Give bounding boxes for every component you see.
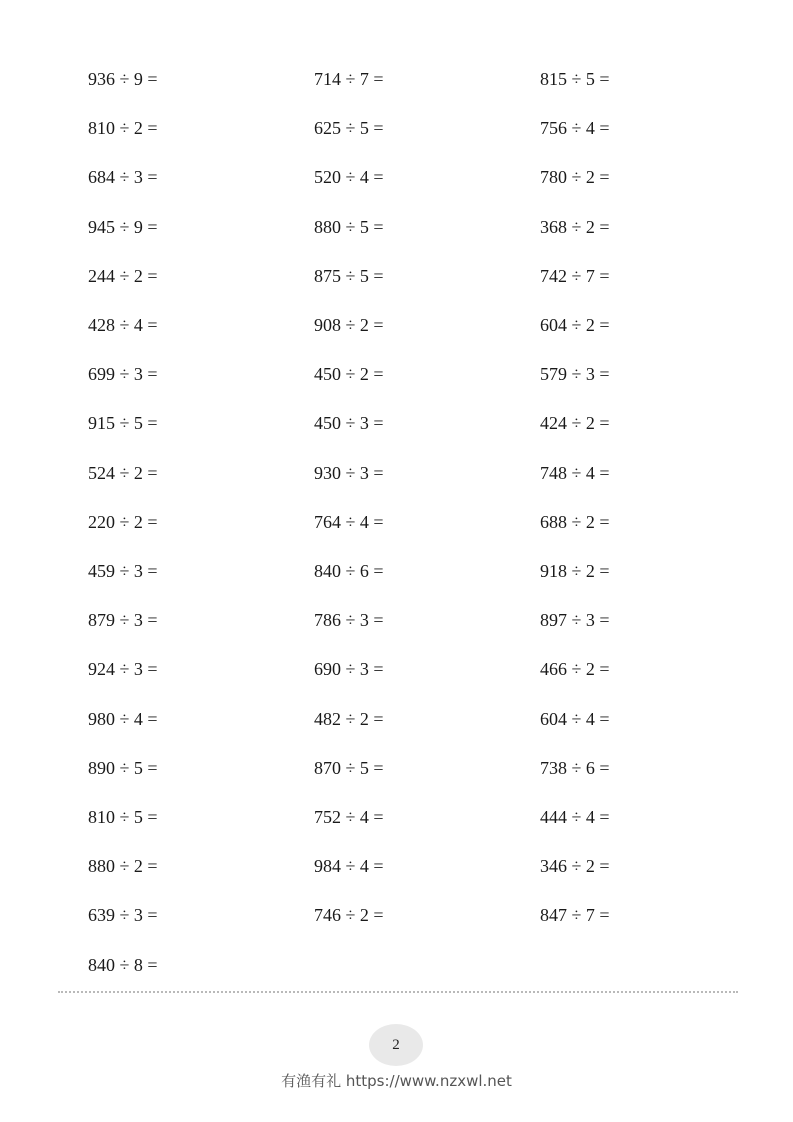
division-problem: 625 ÷ 5 = <box>314 118 384 139</box>
division-problem: 604 ÷ 2 = <box>540 315 610 335</box>
division-problem: 880 ÷ 2 = <box>88 856 158 877</box>
division-problem: 945 ÷ 9 = <box>88 216 158 237</box>
division-problem: 466 ÷ 2 = <box>540 659 610 680</box>
division-problem: 738 ÷ 6 = <box>540 757 610 778</box>
division-problem: 220 ÷ 2 = <box>88 511 158 532</box>
footer-site-text: 有渔有礼 https://www.nzxwl.net <box>281 1072 512 1090</box>
division-problem: 890 ÷ 5 = <box>88 757 158 778</box>
division-problem: 936 ÷ 9 = <box>88 69 158 89</box>
division-problem: 742 ÷ 7 = <box>540 265 610 286</box>
division-problem: 520 ÷ 4 = <box>314 167 384 188</box>
division-problem: 840 ÷ 6 = <box>314 561 384 581</box>
division-problem: 368 ÷ 2 = <box>540 216 610 237</box>
division-problem: 764 ÷ 4 = <box>314 511 384 532</box>
page-number-badge <box>369 1024 423 1066</box>
division-problem: 756 ÷ 4 = <box>540 118 610 139</box>
division-problem: 639 ÷ 3 = <box>88 905 158 926</box>
division-problem: 880 ÷ 5 = <box>314 216 384 237</box>
division-problem: 450 ÷ 2 = <box>314 364 384 385</box>
division-problem: 840 ÷ 8 = <box>88 954 158 975</box>
division-problem: 244 ÷ 2 = <box>88 265 158 286</box>
division-problem: 875 ÷ 5 = <box>314 265 384 286</box>
division-problem: 690 ÷ 3 = <box>314 659 384 680</box>
division-problem: 424 ÷ 2 = <box>540 413 610 434</box>
division-problem: 579 ÷ 3 = <box>540 364 610 385</box>
division-problem: 918 ÷ 2 = <box>540 561 610 581</box>
division-problem: 604 ÷ 4 = <box>540 708 610 729</box>
division-problem: 780 ÷ 2 = <box>540 167 610 188</box>
division-problem: 688 ÷ 2 = <box>540 511 610 532</box>
division-problem: 897 ÷ 3 = <box>540 610 610 631</box>
division-problem: 714 ÷ 7 = <box>314 69 384 89</box>
dotted-divider <box>58 991 738 993</box>
division-problem: 428 ÷ 4 = <box>88 315 158 335</box>
division-problem: 752 ÷ 4 = <box>314 807 384 827</box>
division-problem: 815 ÷ 5 = <box>540 69 610 89</box>
division-problem: 930 ÷ 3 = <box>314 462 384 483</box>
division-problem: 984 ÷ 4 = <box>314 856 384 877</box>
division-problem: 847 ÷ 7 = <box>540 905 610 926</box>
division-problem: 915 ÷ 5 = <box>88 413 158 434</box>
division-problem: 346 ÷ 2 = <box>540 856 610 877</box>
page-number: 2 <box>392 1036 400 1053</box>
division-problem: 459 ÷ 3 = <box>88 561 158 581</box>
division-problem: 699 ÷ 3 = <box>88 364 158 385</box>
division-problem: 746 ÷ 2 = <box>314 905 384 926</box>
division-problem: 810 ÷ 2 = <box>88 118 158 139</box>
division-problem: 444 ÷ 4 = <box>540 807 610 827</box>
division-problem: 870 ÷ 5 = <box>314 757 384 778</box>
division-problem: 810 ÷ 5 = <box>88 807 158 827</box>
division-problem: 908 ÷ 2 = <box>314 315 384 335</box>
division-problem: 786 ÷ 3 = <box>314 610 384 631</box>
division-problem: 450 ÷ 3 = <box>314 413 384 434</box>
division-problem: 748 ÷ 4 = <box>540 462 610 483</box>
division-problem: 482 ÷ 2 = <box>314 708 384 729</box>
division-problem: 980 ÷ 4 = <box>88 708 158 729</box>
division-problem: 524 ÷ 2 = <box>88 462 158 483</box>
division-problem: 924 ÷ 3 = <box>88 659 158 680</box>
division-problem: 879 ÷ 3 = <box>88 610 158 631</box>
division-problem: 684 ÷ 3 = <box>88 167 158 188</box>
